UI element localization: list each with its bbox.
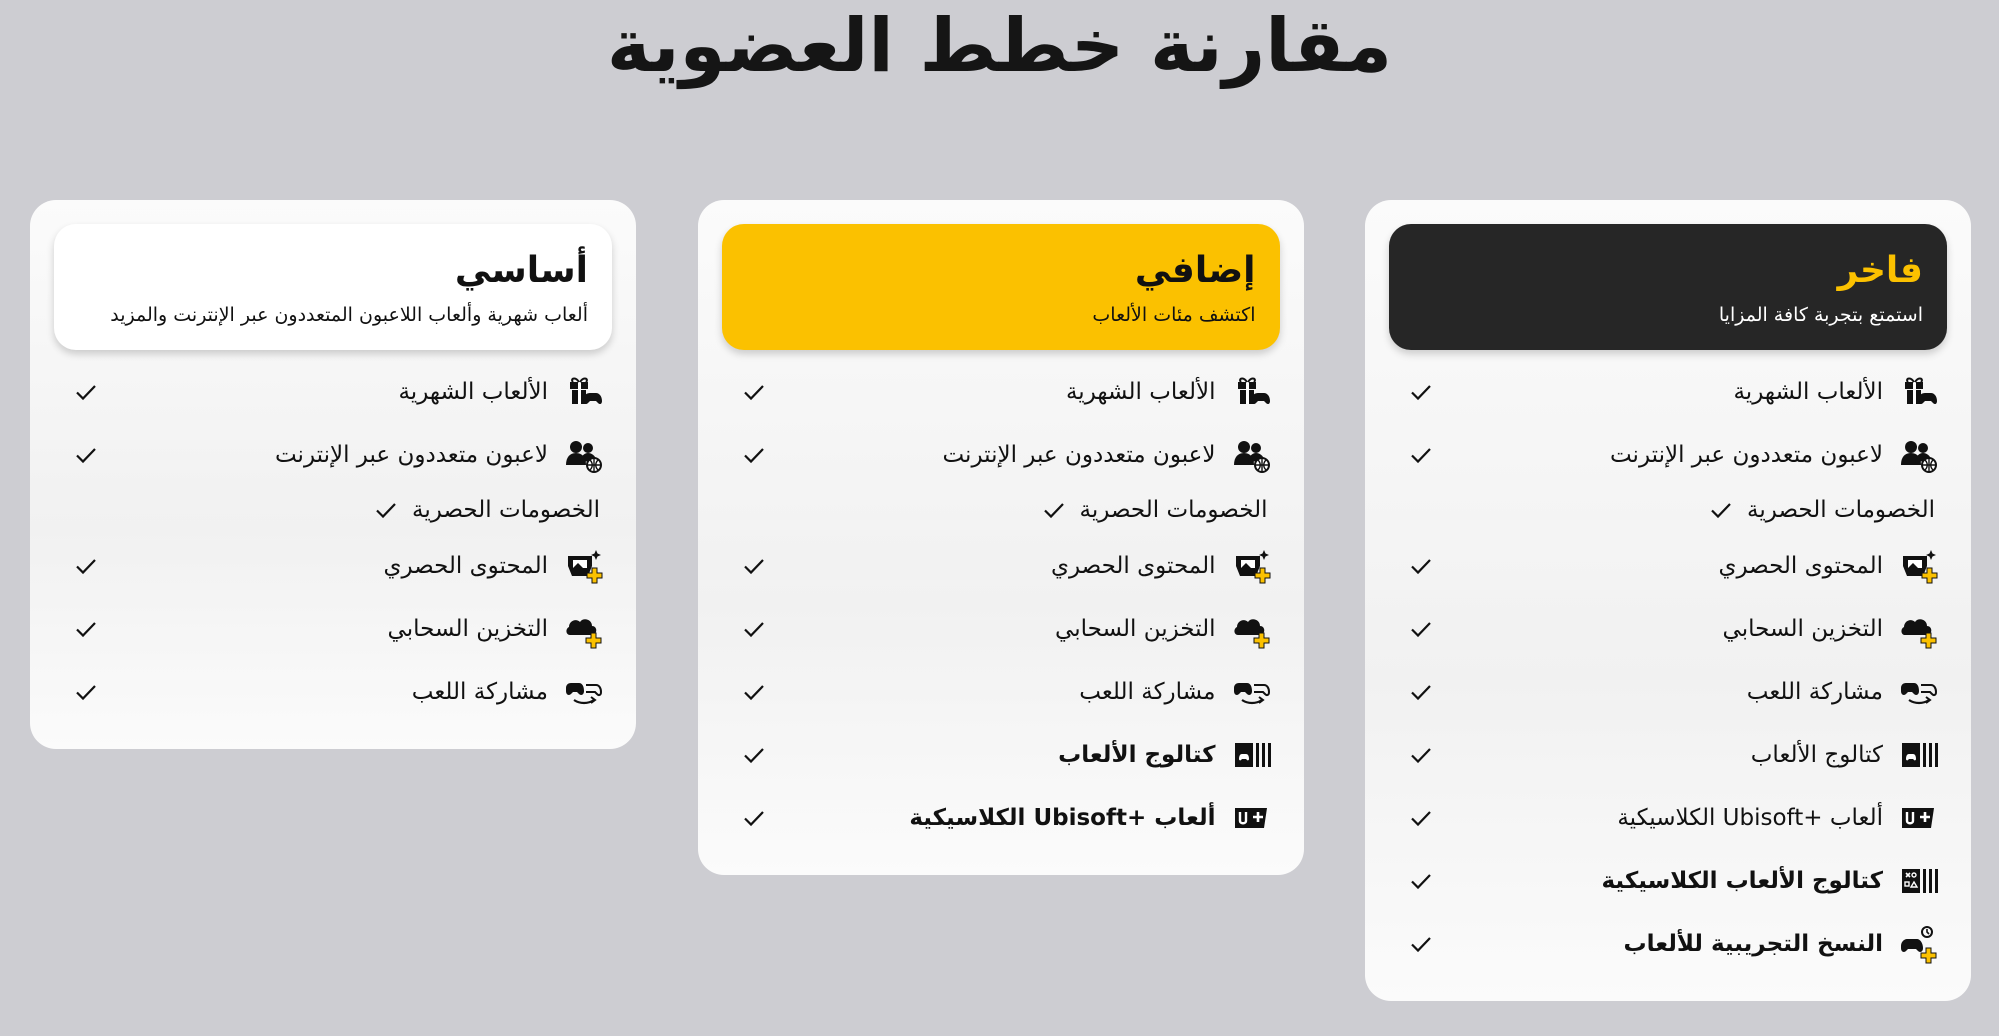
multiplayer-globe-icon [1899, 435, 1939, 475]
feature-row [1389, 486, 1947, 534]
feature-row [1389, 597, 1947, 660]
feature-label: المحتوى الحصري [1718, 552, 1883, 579]
multiplayer-globe-icon [564, 435, 604, 475]
feature-list [722, 360, 1280, 849]
feature-label: مشاركة اللعب [1079, 678, 1216, 705]
exclusive-content-icon [1232, 546, 1272, 586]
feature-label: الألعاب الشهرية [1733, 378, 1883, 405]
check-icon [742, 806, 772, 830]
plan-card-essential [30, 200, 636, 749]
feature-label: لاعبون متعددون عبر الإنترنت [1609, 441, 1883, 468]
plan-header-extra[interactable] [722, 224, 1280, 350]
feature-row [722, 660, 1280, 723]
check-icon [74, 680, 104, 704]
feature-label: التخزين السحابي [1722, 615, 1883, 642]
plan-description: ألعاب شهرية وألعاب اللاعبون المتعددون عبر الإنترنت والمزيد [110, 304, 588, 326]
feature-row [722, 786, 1280, 849]
feature-row [722, 486, 1280, 534]
feature-row [1389, 786, 1947, 849]
plan-header-essential[interactable] [54, 224, 612, 350]
cloud-storage-icon [1232, 609, 1272, 649]
feature-row [1389, 849, 1947, 912]
classics-catalog-icon [1899, 861, 1939, 901]
feature-label: كتالوج الألعاب [1750, 741, 1883, 768]
check-icon [1409, 380, 1439, 404]
plan-description: استمتع بتجربة كافة المزايا [1718, 304, 1923, 326]
feature-label: التخزين السحابي [387, 615, 548, 642]
check-icon [742, 443, 772, 467]
feature-row [54, 597, 612, 660]
feature-label: الخصومات الحصرية [1747, 497, 1935, 523]
ubisoft-plus-icon [1232, 798, 1272, 838]
check-icon [74, 380, 104, 404]
feature-row [54, 486, 612, 534]
feature-row [722, 597, 1280, 660]
check-icon [1409, 869, 1439, 893]
feature-row [1389, 360, 1947, 423]
plan-description: اكتشف مئات الألعاب [1092, 304, 1256, 326]
plans-comparison [30, 200, 1971, 1020]
check-icon [1409, 554, 1439, 578]
exclusive-content-icon [1899, 546, 1939, 586]
check-icon [742, 380, 772, 404]
plan-name: إضافي [1134, 250, 1256, 291]
multiplayer-globe-icon [1232, 435, 1272, 475]
feature-label: ألعاب +Ubisoft الكلاسيكية [909, 804, 1216, 831]
feature-row [1389, 723, 1947, 786]
feature-label: مشاركة اللعب [411, 678, 548, 705]
check-icon [74, 443, 104, 467]
feature-label: النسخ التجريبية للألعاب [1623, 930, 1883, 957]
gift-controller-icon [1899, 372, 1939, 412]
check-icon [1042, 498, 1066, 522]
share-play-icon [564, 672, 604, 712]
cloud-storage-icon [564, 609, 604, 649]
feature-label: المحتوى الحصري [383, 552, 548, 579]
page-title: مقارنة خطط العضوية [606, 3, 1393, 89]
feature-list [1389, 360, 1947, 975]
feature-row [54, 360, 612, 423]
gift-controller-icon [1232, 372, 1272, 412]
feature-label: الألعاب الشهرية [398, 378, 548, 405]
check-icon [742, 617, 772, 641]
check-icon [74, 554, 104, 578]
share-play-icon [1899, 672, 1939, 712]
feature-row [722, 534, 1280, 597]
feature-row [722, 423, 1280, 486]
check-icon [74, 617, 104, 641]
feature-label: التخزين السحابي [1055, 615, 1216, 642]
exclusive-content-icon [564, 546, 604, 586]
feature-label: الخصومات الحصرية [1079, 497, 1268, 523]
game-trials-icon [1899, 924, 1939, 964]
feature-row [1389, 534, 1947, 597]
feature-row [722, 360, 1280, 423]
check-icon [742, 554, 772, 578]
feature-row [54, 660, 612, 723]
check-icon [1409, 743, 1439, 767]
check-icon [1409, 443, 1439, 467]
plan-name: فاخر [1837, 250, 1923, 291]
check-icon [374, 498, 398, 522]
feature-row [722, 723, 1280, 786]
check-icon [1709, 498, 1733, 522]
feature-row [1389, 912, 1947, 975]
plan-card-deluxe [1365, 200, 1971, 1001]
feature-label: لاعبون متعددون عبر الإنترنت [942, 441, 1216, 468]
game-catalog-icon [1899, 735, 1939, 775]
feature-label: مشاركة اللعب [1746, 678, 1883, 705]
feature-row [1389, 660, 1947, 723]
check-icon [1409, 617, 1439, 641]
feature-row [1389, 423, 1947, 486]
feature-label: الخصومات الحصرية [412, 497, 600, 523]
feature-label: المحتوى الحصري [1050, 552, 1216, 579]
plan-header-deluxe[interactable] [1389, 224, 1947, 350]
check-icon [1409, 680, 1439, 704]
check-icon [742, 680, 772, 704]
cloud-storage-icon [1899, 609, 1939, 649]
game-catalog-icon [1232, 735, 1272, 775]
share-play-icon [1232, 672, 1272, 712]
feature-label: ألعاب +Ubisoft الكلاسيكية [1617, 804, 1883, 831]
feature-label: لاعبون متعددون عبر الإنترنت [274, 441, 548, 468]
feature-row [54, 423, 612, 486]
check-icon [1409, 806, 1439, 830]
check-icon [1409, 932, 1439, 956]
feature-label: كتالوج الألعاب الكلاسيكية [1601, 867, 1883, 894]
feature-label: الألعاب الشهرية [1065, 378, 1216, 405]
ubisoft-plus-icon [1899, 798, 1939, 838]
check-icon [742, 743, 772, 767]
feature-list [54, 360, 612, 723]
feature-label: كتالوج الألعاب [1058, 741, 1216, 768]
gift-controller-icon [564, 372, 604, 412]
plan-card-extra [698, 200, 1304, 875]
plan-name: أساسي [454, 250, 588, 291]
feature-row [54, 534, 612, 597]
